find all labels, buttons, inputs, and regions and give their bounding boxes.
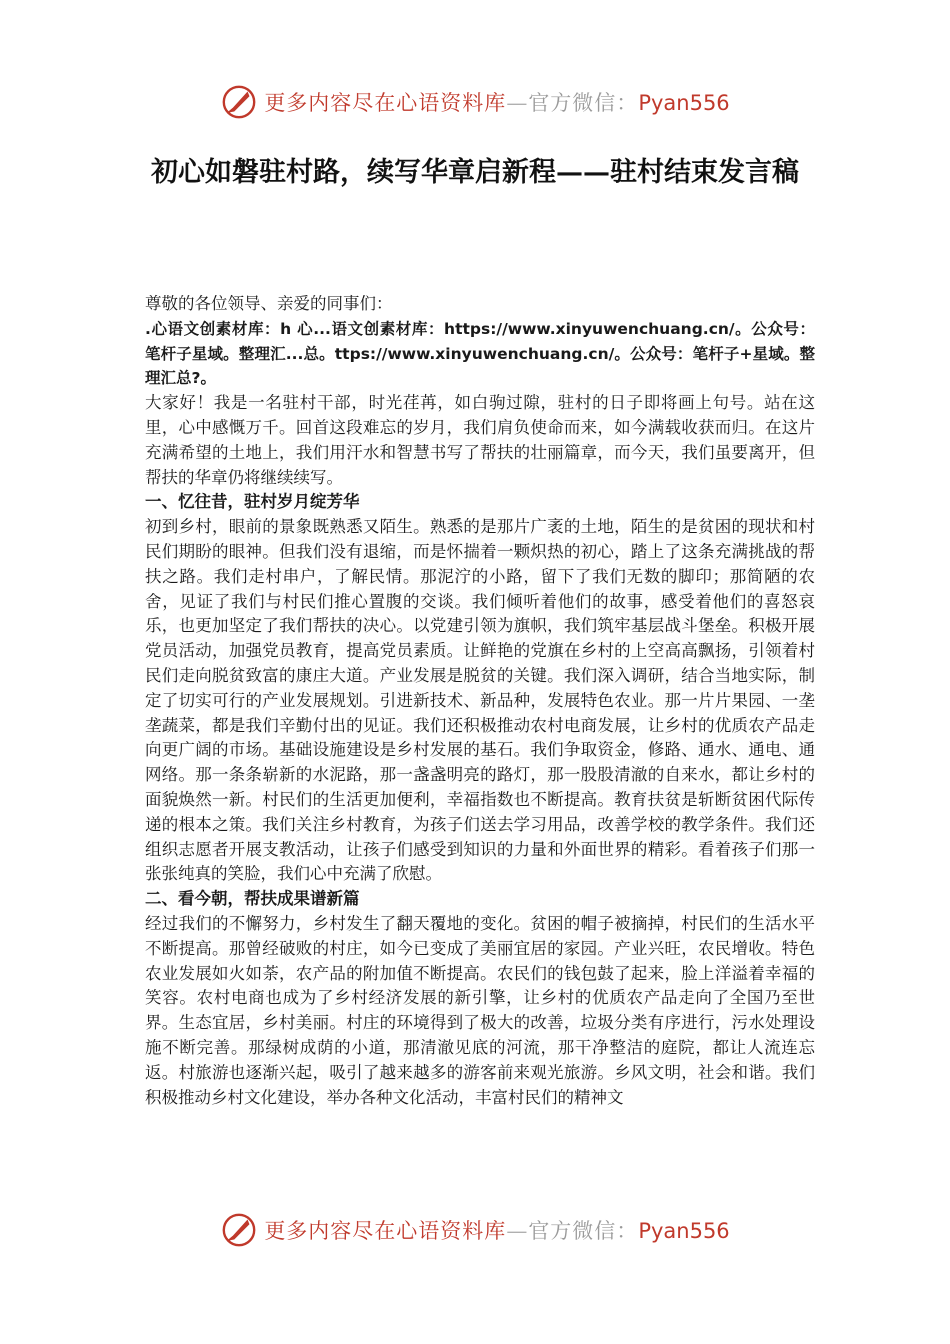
document-body [145, 292, 815, 1110]
banner-wechat-id: Pyan556 [638, 1219, 730, 1243]
section-2-heading: 二、看今朝，帮扶成果谱新篇 [145, 889, 360, 909]
section-1-heading: 一、忆往昔，驻村岁月绽芳华 [145, 492, 360, 512]
banner-official: 官方微信： [528, 1219, 639, 1243]
page-title: 初心如磐驻村路，续写华章启新程——驻村结束发言稿 [151, 157, 799, 188]
banner-dash: — [506, 91, 529, 115]
section-1-body: 初到乡村，眼前的景象既熟悉又陌生。熟悉的是那片广袤的土地，陌生的是贫困的现状和村民们期盼的眼神。但我们没有退缩，而是怀揣着一颗炽热的初心，踏上了这条充满挑战的帮扶之路。我们走村串户，了解民情。那泥泞的小路，留下了我们无数的脚印；那简陋的农舍，见证了我们与村民们推心置腹的交谈。我们倾听着他们的故事，感受着他们的喜怒哀乐，也更加坚定了我们帮扶的决心。以党建引领为旗帜，我们筑牢基层战斗堡垒。积极开展党员活动，加强党员教育，提高党员素质。让鲜艳的党旗在乡村的上空高高飘扬，引领着村民们走向脱贫致富的康庄大道。产业发展是脱贫的关键。我们深入调研，结合当地实际，制定了切实可行的产业发展规划。引进新技术、新品种，发展特色农业。那一片片果园、一垄垄蔬菜，都是我们辛勤付出的见证。我们还积极推动农村电商发展，让乡村的优质农产品走向更广阔的市场。基础设施建设是乡村发展的基石。我们争取资金，修路、通水、通电、通网络。那一条条崭新的水泥路，那一盏盏明亮的路灯，那一股股清澈的自来水，都让乡村的面貌焕然一新。村民们的生活更加便利，幸福指数也不断提高。教育扶贫是斩断贫困代际传递的根本之策。我们关注乡村教育，为孩子们送去学习用品，改善学校的教学条件。我们还组织志愿者开展支教活动，让孩子们感受到知识的力量和外面世界的精彩。看着孩子们那一张张纯真的笑脸，我们心中充满了欣慰。 [145, 517, 815, 884]
banner-dash: — [506, 1219, 529, 1243]
greeting: 尊敬的各位领导、亲爱的同事们： [145, 294, 393, 313]
header-banner [0, 80, 950, 124]
banner-wechat-id: Pyan556 [638, 91, 730, 115]
banner-main: 更多内容尽在心语资料库 [264, 1219, 507, 1243]
banner-text [264, 1215, 729, 1245]
source-note: .心语文创素材库：h 心...语文创素材库：https://www.xinyuwenchuang.cn/。公众号：笔杆子星域。整理汇...总。ttps://www.xinyuwenchuang.cn/。公众号：笔杆子+星域。整理汇总?。 [145, 319, 815, 388]
footer-banner [0, 1208, 950, 1252]
banner-text [264, 87, 729, 117]
banner-main: 更多内容尽在心语资料库 [264, 91, 507, 115]
intro-paragraph: 大家好！我是一名驻村干部，时光荏苒，如白驹过隙，驻村的日子即将画上句号。站在这里，心中感慨万千。回首这段难忘的岁月，我们肩负使命而来，如今满载收获而归。在这片充满希望的土地上，我们用汗水和智慧书写了帮扶的壮丽篇章，而今天，我们虽要离开，但帮扶的华章仍将继续续写。 [145, 393, 815, 487]
quill-logo-icon [220, 1211, 258, 1249]
quill-logo-icon [220, 83, 258, 121]
section-2-body: 经过我们的不懈努力，乡村发生了翻天覆地的变化。贫困的帽子被摘掉，村民们的生活水平不断提高。那曾经破败的村庄，如今已变成了美丽宜居的家园。产业兴旺，农民增收。特色农业发展如火如荼，农产品的附加值不断提高。农民们的钱包鼓了起来，脸上洋溢着幸福的笑容。农村电商也成为了乡村经济发展的新引擎，让乡村的优质农产品走向了全国乃至世界。生态宜居，乡村美丽。村庄的环境得到了极大的改善，垃圾分类有序进行，污水处理设施不断完善。那绿树成荫的小道，那清澈见底的河流，那干净整洁的庭院，都让人流连忘返。村旅游也逐渐兴起，吸引了越来越多的游客前来观光旅游。乡风文明，社会和谐。我们积极推动乡村文化建设，举办各种文化活动，丰富村民们的精神文 [145, 913, 815, 1107]
banner-official: 官方微信： [528, 91, 639, 115]
